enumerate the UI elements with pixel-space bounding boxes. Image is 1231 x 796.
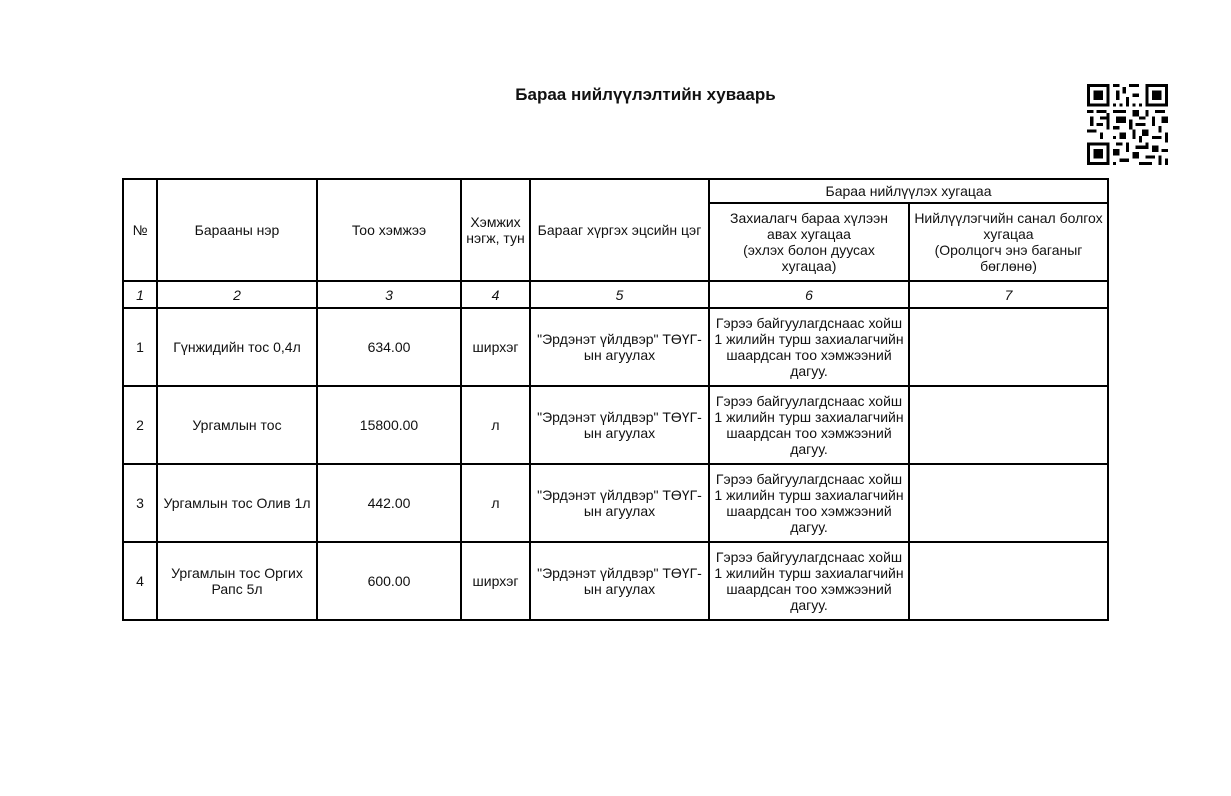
header-no: № [123, 179, 157, 281]
document-title: Бараа нийлүүлэлтийн хуваарь [515, 85, 776, 104]
column-number: 5 [530, 281, 709, 308]
table-row [123, 542, 1108, 620]
header-supplier-period-line: хугацаа [983, 226, 1034, 242]
column-number: 6 [709, 281, 909, 308]
header-qty: Тоо хэмжээ [317, 179, 461, 281]
cell-no: 1 [123, 308, 157, 386]
column-number: 2 [157, 281, 317, 308]
column-number-row [123, 281, 1108, 308]
cell-customer-period: Гэрээ байгуулагдснаас хойш 1 жилийн турш захиалагчийн шаардсан тоо хэмжээний дагуу. [709, 308, 909, 386]
header-customer-period-line: (эхлэх болон дуусах [743, 242, 875, 258]
cell-supplier-period[interactable] [909, 542, 1108, 620]
table-row [123, 386, 1108, 464]
table-row [123, 464, 1108, 542]
cell-name: Гүнжидийн тос 0,4л [157, 308, 317, 386]
cell-destination: "Эрдэнэт үйлдвэр" ТӨҮГ-ын агуулах [530, 308, 709, 386]
header-customer-period [709, 203, 909, 281]
header-supplier-period [909, 203, 1108, 281]
cell-customer-period: Гэрээ байгуулагдснаас хойш 1 жилийн турш захиалагчийн шаардсан тоо хэмжээний дагуу. [709, 464, 909, 542]
cell-customer-period: Гэрээ байгуулагдснаас хойш 1 жилийн турш захиалагчийн шаардсан тоо хэмжээний дагуу. [709, 542, 909, 620]
cell-supplier-period[interactable] [909, 386, 1108, 464]
cell-no: 3 [123, 464, 157, 542]
cell-no: 4 [123, 542, 157, 620]
cell-name: Ургамлын тос Олив 1л [157, 464, 317, 542]
column-number: 4 [461, 281, 530, 308]
cell-unit: л [461, 464, 530, 542]
cell-unit: л [461, 386, 530, 464]
header-row-group [123, 179, 1108, 203]
cell-unit: ширхэг [461, 542, 530, 620]
header-unit: Хэмжих нэгж, тун [461, 179, 530, 281]
cell-qty: 634.00 [317, 308, 461, 386]
column-number: 7 [909, 281, 1108, 308]
cell-supplier-period[interactable] [909, 464, 1108, 542]
cell-name: Ургамлын тос [157, 386, 317, 464]
column-number: 1 [123, 281, 157, 308]
cell-no: 2 [123, 386, 157, 464]
cell-name: Ургамлын тос Оргих Рапс 5л [157, 542, 317, 620]
cell-destination: "Эрдэнэт үйлдвэр" ТӨҮГ-ын агуулах [530, 464, 709, 542]
qr-code-icon [1087, 84, 1168, 165]
header-customer-period-line: хугацаа) [781, 258, 837, 274]
header-customer-period-line: Захиалагч бараа хүлээн [729, 210, 888, 226]
cell-supplier-period[interactable] [909, 308, 1108, 386]
table-row [123, 308, 1108, 386]
header-supplier-period-line: (Оролцогч энэ баганыг [934, 242, 1083, 258]
cell-qty: 442.00 [317, 464, 461, 542]
header-destination: Барааг хүргэх эцсийн цэг [530, 179, 709, 281]
cell-destination: "Эрдэнэт үйлдвэр" ТӨҮГ-ын агуулах [530, 542, 709, 620]
column-number: 3 [317, 281, 461, 308]
header-name: Барааны нэр [157, 179, 317, 281]
header-customer-period-line: авах хугацаа [767, 226, 851, 242]
cell-customer-period: Гэрээ байгуулагдснаас хойш 1 жилийн турш захиалагчийн шаардсан тоо хэмжээний дагуу. [709, 386, 909, 464]
cell-unit: ширхэг [461, 308, 530, 386]
header-supplier-period-line: бөглөнө) [980, 258, 1037, 274]
cell-destination: "Эрдэнэт үйлдвэр" ТӨҮГ-ын агуулах [530, 386, 709, 464]
cell-qty: 15800.00 [317, 386, 461, 464]
header-period-group: Бараа нийлүүлэх хугацаа [709, 179, 1108, 203]
cell-qty: 600.00 [317, 542, 461, 620]
header-supplier-period-line: Нийлүүлэгчийн санал болгох [914, 210, 1103, 226]
delivery-schedule-table [122, 178, 1109, 621]
